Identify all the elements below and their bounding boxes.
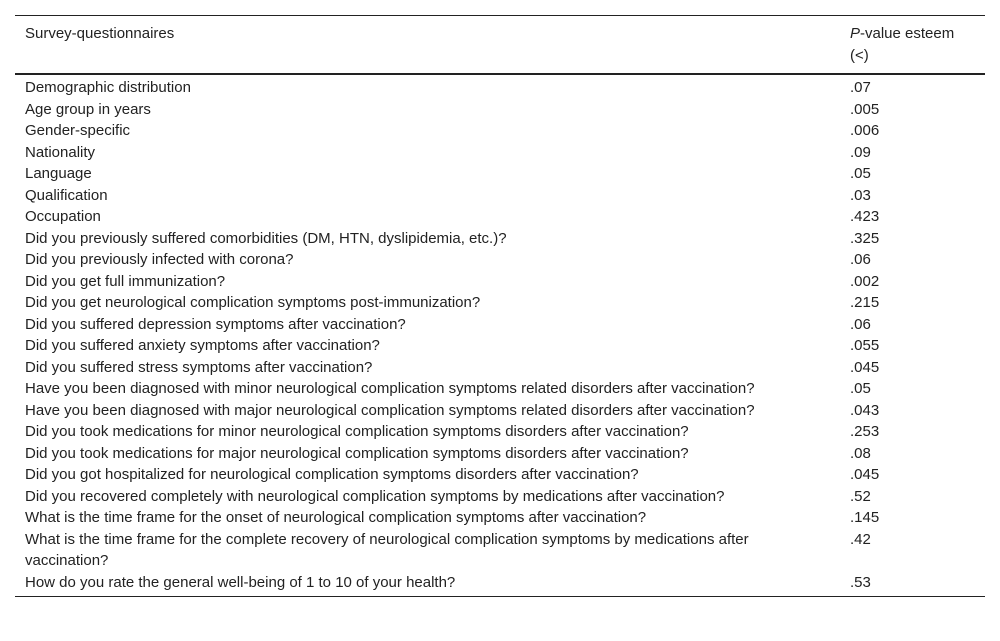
p-value-cell: .09: [850, 143, 871, 161]
p-value-cell: .05: [850, 165, 871, 182]
p-value-cell: .325: [850, 229, 880, 247]
p-value-cell: .06: [850, 251, 871, 268]
survey-table: [15, 15, 985, 597]
p-value-cell: .03: [850, 186, 871, 204]
p-value-cell: .52: [850, 487, 871, 505]
p-value-cell: .006: [850, 122, 880, 139]
question-cell: Did you suffered stress symptoms after vaccination?: [25, 358, 373, 376]
table-row: [15, 572, 985, 597]
p-value-cell: .05: [850, 380, 871, 397]
question-cell: Have you been diagnosed with major neurological complication symptoms related disorders after vaccination?: [25, 401, 755, 419]
header-p-italic: P: [850, 25, 861, 42]
table-row: [15, 228, 985, 250]
p-value-cell: .53: [850, 573, 871, 591]
table-row: [15, 99, 985, 121]
table-row: [15, 464, 985, 486]
table-row: [15, 335, 985, 357]
table-row: [15, 142, 985, 164]
p-value-cell: .145: [850, 509, 880, 526]
question-cell: Occupation: [25, 208, 101, 225]
question-cell: Gender-specific: [25, 122, 131, 139]
table-body: [15, 74, 985, 597]
p-value-cell: .055: [850, 337, 880, 354]
survey-table-container: [15, 15, 985, 597]
question-cell: Did you suffered anxiety symptoms after vaccination?: [25, 337, 380, 354]
table-row: [15, 74, 985, 99]
table-row: [15, 400, 985, 422]
p-value-cell: .423: [850, 208, 880, 225]
question-cell: Nationality: [25, 143, 96, 161]
table-row: [15, 249, 985, 271]
table-header: [15, 16, 985, 75]
table-row: [15, 378, 985, 400]
header-row: [15, 16, 985, 75]
question-cell: How do you rate the general well-being of 1 to 10 of your health?: [25, 573, 456, 591]
question-cell: Age group in years: [25, 100, 151, 118]
p-value-cell: .045: [850, 466, 880, 483]
question-cell: Did you took medications for major neurological complication symptoms disorders after vaccination?: [25, 444, 689, 462]
header-p-rest: -value esteem (<): [850, 25, 955, 64]
question-cell: Did you previously infected with corona?: [25, 251, 294, 268]
question-cell: Demographic distribution: [25, 79, 191, 96]
table-row: [15, 529, 985, 572]
table-row: [15, 163, 985, 185]
table-row: [15, 185, 985, 207]
question-cell: Did you got hospitalized for neurological complication symptoms disorders after vaccination?: [25, 466, 639, 483]
p-value-cell: .42: [850, 530, 871, 548]
header-p-value: [840, 16, 985, 75]
p-value-cell: .08: [850, 444, 871, 462]
header-survey-questionnaires: Survey-questionnaires: [25, 25, 175, 42]
question-cell: Have you been diagnosed with minor neurological complication symptoms related disorders after vaccination?: [25, 380, 755, 397]
question-cell: Did you get full immunization?: [25, 272, 226, 290]
table-row: [15, 120, 985, 142]
question-cell: What is the time frame for the complete recovery of neurological complication symptoms by medications after vaccination?: [25, 530, 749, 569]
p-value-cell: .005: [850, 100, 880, 118]
table-row: [15, 271, 985, 293]
question-cell: Qualification: [25, 186, 108, 204]
table-row: [15, 486, 985, 508]
p-value-cell: .253: [850, 423, 880, 440]
table-row: [15, 206, 985, 228]
p-value-cell: .06: [850, 315, 871, 333]
table-row: [15, 507, 985, 529]
question-cell: Did you suffered depression symptoms after vaccination?: [25, 315, 406, 333]
question-cell: Did you took medications for minor neurological complication symptoms disorders after vaccination?: [25, 423, 689, 440]
question-cell: What is the time frame for the onset of neurological complication symptoms after vaccination?: [25, 509, 647, 526]
table-row: [15, 292, 985, 314]
table-row: [15, 421, 985, 443]
p-value-cell: .045: [850, 358, 880, 376]
table-row: [15, 357, 985, 379]
question-cell: Did you recovered completely with neurological complication symptoms by medications after vaccination?: [25, 487, 725, 505]
p-value-cell: .002: [850, 272, 880, 290]
p-value-cell: .07: [850, 79, 871, 96]
p-value-cell: .215: [850, 294, 880, 311]
table-row: [15, 443, 985, 465]
table-row: [15, 314, 985, 336]
question-cell: Did you previously suffered comorbidities (DM, HTN, dyslipidemia, etc.)?: [25, 229, 507, 247]
question-cell: Language: [25, 165, 92, 182]
p-value-cell: .043: [850, 401, 880, 419]
question-cell: Did you get neurological complication symptoms post-immunization?: [25, 294, 481, 311]
